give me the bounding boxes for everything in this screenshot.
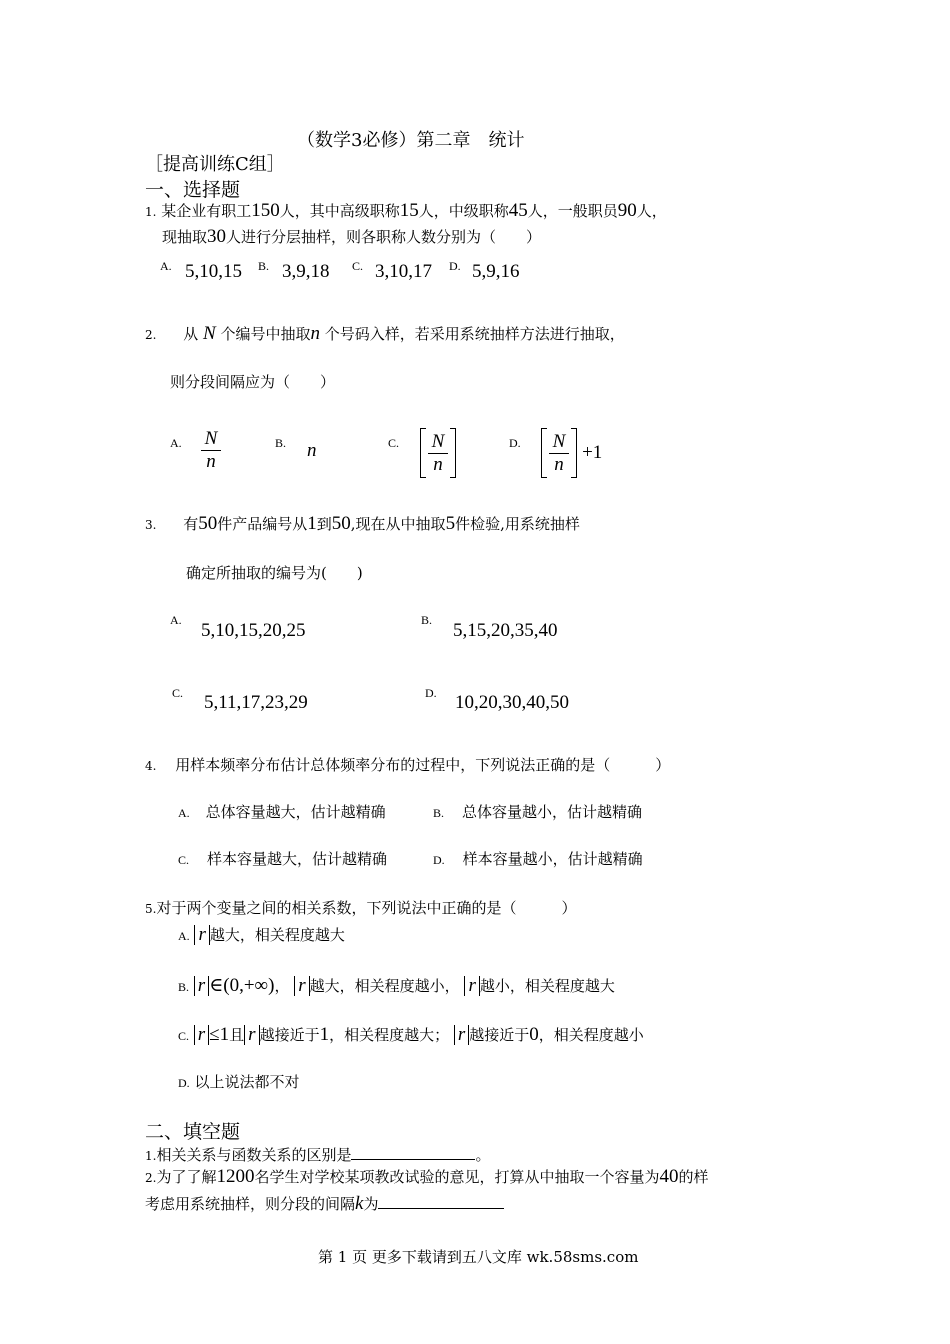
- question-3-line2: 确定所抽取的编号为( ): [186, 564, 363, 582]
- q1-option-a-value: 5,10,15: [185, 261, 242, 282]
- q2-option-c[interactable]: C.: [388, 436, 400, 450]
- question-number: 1.: [145, 1149, 157, 1163]
- q3-option-d[interactable]: D.: [425, 686, 437, 700]
- question-number: 5.: [145, 902, 157, 916]
- q2-option-c-floor: $\frac{N}{n}$: [420, 428, 456, 478]
- question-number: 1.: [145, 205, 157, 219]
- q1-option-b-value: 3,9,18: [282, 261, 330, 282]
- answer-blank[interactable]: [378, 1192, 504, 1209]
- q3-option-c[interactable]: C.: [172, 686, 184, 700]
- q5-option-c[interactable]: C. r ≤1且 r 越接近于1，相关程度越大； r 越接近于0，相关程度越小: [178, 1024, 644, 1045]
- q2-option-d[interactable]: D.: [509, 436, 521, 450]
- question-2: 2. 从 N 个编号中抽取n 个号码入样，若采用系统抽样方法进行抽取，: [145, 323, 625, 344]
- q5-option-b[interactable]: B. r ∈(0,+∞)， r 越大，相关程度越小， r 越小，相关程度越大: [178, 975, 615, 996]
- subtitle: ［提高训练C组］: [145, 154, 285, 175]
- question-number: 4.: [145, 759, 157, 773]
- q1-option-b[interactable]: B.: [258, 259, 270, 273]
- section-heading-choice: 一、选择题: [145, 179, 241, 201]
- q1-option-a[interactable]: A.: [160, 259, 172, 273]
- q3-option-b[interactable]: B.: [421, 613, 433, 627]
- question-3: 3. 有50件产品编号从1到50,现在从中抽取5件检验,用系统抽样: [145, 513, 580, 534]
- q2-option-b[interactable]: B.: [275, 436, 287, 450]
- fill-question-2: 2.为了了解1200名学生对学校某项教改试验的意见，打算从中抽取一个容量为40的样: [145, 1166, 709, 1187]
- q3-option-c-value: 5,11,17,23,29: [204, 692, 308, 713]
- q3-option-d-value: 10,20,30,40,50: [455, 692, 569, 713]
- q4-option-a[interactable]: A. 总体容量越大，估计越精确: [178, 803, 386, 821]
- question-number: 2.: [145, 1171, 157, 1185]
- question-2-line2: 则分段间隔应为（ ）: [170, 373, 336, 391]
- question-number: 3.: [145, 518, 157, 532]
- fill-question-2-line2: 考虑用系统抽样，则分段的间隔k为: [145, 1192, 504, 1215]
- q1-option-c-value: 3,10,17: [375, 261, 432, 282]
- question-1-line2: 现抽取30人进行分层抽样，则各职称人数分别为（ ）: [162, 226, 542, 247]
- q4-option-c[interactable]: C. 样本容量越大，估计越精确: [178, 850, 388, 868]
- question-4: 4. 用样本频率分布估计总体频率分布的过程中，下列说法正确的是（ ）: [145, 756, 671, 774]
- q4-option-b[interactable]: B. 总体容量越小，估计越精确: [433, 803, 643, 821]
- q2-option-a-fraction: $\frac{N}{n}$: [201, 428, 221, 473]
- answer-blank[interactable]: [351, 1143, 475, 1160]
- question-number: 2.: [145, 328, 157, 342]
- page-title: （数学3必修）第二章 统计: [297, 130, 525, 151]
- question-5: 5.对于两个变量之间的相关系数，下列说法中正确的是（ ）: [145, 899, 577, 917]
- q3-option-b-value: 5,15,20,35,40: [453, 620, 558, 641]
- q5-option-a[interactable]: A. r 越大，相关程度越大: [178, 924, 345, 945]
- q2-option-d-floor: $\frac{N}{n}$ +1: [541, 428, 602, 478]
- q1-option-d-value: 5,9,16: [472, 261, 520, 282]
- section-heading-fill: 二、填空题: [145, 1121, 241, 1143]
- q4-option-d[interactable]: D. 样本容量越小，估计越精确: [433, 850, 643, 868]
- page-footer: 第 1 页 更多下载请到五八文库 wk.58sms.com: [318, 1248, 639, 1266]
- q3-option-a[interactable]: A.: [170, 613, 182, 627]
- fill-question-1: 1.相关关系与函数关系的区别是 。: [145, 1143, 490, 1165]
- q1-option-c[interactable]: C.: [352, 259, 364, 273]
- q2-option-b-value: n: [307, 440, 317, 461]
- q1-option-d[interactable]: D.: [449, 259, 461, 273]
- question-1: 1. 某企业有职工150人，其中高级职称15人，中级职称45人，一般职员90人，: [145, 200, 667, 221]
- q5-option-d[interactable]: D. 以上说法都不对: [178, 1073, 300, 1091]
- q2-option-a[interactable]: A.: [170, 436, 182, 450]
- q3-option-a-value: 5,10,15,20,25: [201, 620, 306, 641]
